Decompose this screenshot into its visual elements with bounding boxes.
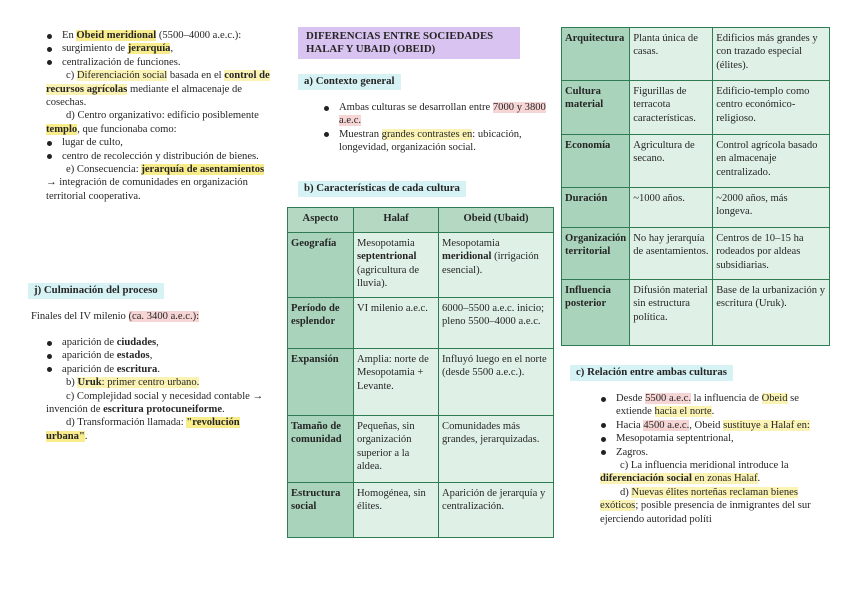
- table-row: [562, 188, 830, 228]
- column-header: Halaf: [354, 208, 439, 233]
- column-header: Obeid (Ubaid): [439, 208, 554, 233]
- section-heading: j) Culminación del proceso: [28, 283, 164, 299]
- list-item: d) Centro organizativo: edificio posiblemente templo, que funcionaba como:: [46, 110, 259, 135]
- table-row: [562, 81, 830, 135]
- page-title: DIFERENCIAS ENTRE SOCIEDADES HALAF Y UBAID (OBEID): [298, 27, 520, 59]
- table-cell: 6000–5500 a.e.c. inicio; pleno 5500–4000 a.e.c.: [439, 298, 554, 349]
- list-item: d) Transformación llamada: "revolución urbana".: [46, 417, 240, 442]
- table-cell: Centros de 10–15 ha rodeados por aldeas subsidiarias.: [713, 228, 830, 280]
- list-item: c) Complejidad social y necesidad contable → invención de escritura protocuneiforme.: [46, 390, 264, 416]
- row-header: Tamaño de comunidad: [288, 416, 354, 483]
- row-header: Expansión: [288, 349, 354, 416]
- table-row: [562, 135, 830, 188]
- row-header: Economía: [562, 135, 630, 188]
- section-b: [298, 181, 558, 197]
- table-header-row: [288, 208, 554, 233]
- list-item: surgimiento de jerarquía,: [46, 42, 272, 55]
- culminacion-block: [46, 336, 272, 443]
- table-row: [288, 416, 554, 483]
- row-header: Duración: [562, 188, 630, 228]
- section-a: [298, 74, 558, 90]
- list-item: b) Uruk: primer centro urbano.: [66, 377, 200, 389]
- table-cell: Pequeñas, sin organización superior a la aldea.: [354, 416, 439, 483]
- table-cell: Base de la urbanización y escritura (Uruk).: [713, 280, 830, 346]
- list-item: Mesopotamia septentrional,: [600, 432, 820, 445]
- row-header: Estructura social: [288, 483, 354, 538]
- list-item: lugar de culto,: [46, 136, 272, 149]
- table-row: [288, 349, 554, 416]
- middle-column: [298, 27, 558, 59]
- table-cell: Figurillas de terracota características.: [630, 81, 713, 135]
- section-heading: c) Relación entre ambas culturas: [570, 365, 733, 381]
- table-cell: Mesopotamia septentrional (agricultura de lluvia).: [354, 233, 439, 298]
- list-item: aparición de escritura.: [46, 363, 272, 376]
- row-header: Cultura material: [562, 81, 630, 135]
- table-row: [562, 228, 830, 280]
- table-cell: Edificios más grandes y con trazado especial (élites).: [713, 28, 830, 81]
- table-cell: ~1000 años.: [630, 188, 713, 228]
- list-item: centralización de funciones.: [46, 56, 272, 69]
- list-item: Muestran grandes contrastes en: ubicación, longevidad, organización social.: [323, 128, 549, 155]
- list-item: En Obeid meridional (5500–4000 a.e.c.):: [46, 29, 272, 42]
- section-heading: b) Características de cada cultura: [298, 181, 466, 197]
- relacion-block: [600, 392, 820, 526]
- list-item: centro de recolección y distribución de bienes.: [46, 150, 272, 163]
- row-header: Arquitectura: [562, 28, 630, 81]
- row-header: Influencia posterior: [562, 280, 630, 346]
- right-table-wrap: [561, 27, 830, 346]
- row-header: Período de esplendor: [288, 298, 354, 349]
- table-row: [288, 483, 554, 538]
- section-j: [28, 283, 272, 299]
- table-cell: Mesopotamia meridional (irrigación esencial).: [439, 233, 554, 298]
- section-c: [570, 365, 830, 381]
- table-row: [562, 28, 830, 81]
- table-cell: Aparición de jerarquía y centralización.: [439, 483, 554, 538]
- list-item: aparición de ciudades,: [46, 336, 272, 349]
- comparison-table-continued: [561, 27, 830, 346]
- list-item: Hacia 4500 a.e.c., Obeid sustituye a Halaf en:: [600, 419, 820, 432]
- row-header: Organización territorial: [562, 228, 630, 280]
- contexto-list: [323, 101, 549, 155]
- table-cell: Homogénea, sin élites.: [354, 483, 439, 538]
- table-cell: Amplia: norte de Mesopotamia + Levante.: [354, 349, 439, 416]
- list-item: Ambas culturas se desarrollan entre 7000 y 3800 a.e.c.: [323, 101, 549, 128]
- table-cell: Comunidades más grandes, jerarquizadas.: [439, 416, 554, 483]
- table-row: [288, 298, 554, 349]
- row-header: Geografía: [288, 233, 354, 298]
- table-cell: VI milenio a.e.c.: [354, 298, 439, 349]
- table-row: [562, 280, 830, 346]
- column-header: Aspecto: [288, 208, 354, 233]
- finales-line: Finales del IV milenio (ca. 3400 a.e.c.):: [31, 311, 200, 322]
- obeid-list: [46, 29, 272, 203]
- list-item: Desde 5500 a.e.c. la influencia de Obeid se extiende hacia el norte.: [600, 392, 820, 419]
- table-row: [288, 233, 554, 298]
- table-cell: Difusión material sin estructura política.: [630, 280, 713, 346]
- list-item: aparición de estados,: [46, 349, 272, 362]
- table-cell: Edificio-templo como centro económico-religioso.: [713, 81, 830, 135]
- section-heading: a) Contexto general: [298, 74, 401, 90]
- table-cell: Agricultura de secano.: [630, 135, 713, 188]
- table-cell: No hay jerarquía de asentamientos.: [630, 228, 713, 280]
- table-cell: Influyó luego en el norte (desde 5500 a.e.c.).: [439, 349, 554, 416]
- aparicion-list: [46, 336, 272, 443]
- table-cell: Control agrícola basado en almacenaje centralizado.: [713, 135, 830, 188]
- table-cell: Planta única de casas.: [630, 28, 713, 81]
- comparison-table-wrap: [287, 207, 554, 538]
- list-item: d) Nuevas élites norteñas reclaman bienes exóticos; posible presencia de inmigrantes del sur ejerciendo autoridad políti: [600, 486, 811, 525]
- left-column: [46, 29, 272, 203]
- list-item: e) Consecuencia: jerarquía de asentamientos → integración de comunidades en organización territorial cooperativa.: [46, 164, 265, 202]
- comparison-table: [287, 207, 554, 538]
- table-cell: ~2000 años, más longeva.: [713, 188, 830, 228]
- list-item: c) Diferenciación social basada en el control de recursos agrícolas mediante el almacenaje de cosechas.: [46, 70, 270, 109]
- list-item: c) La influencia meridional introduce la diferenciación social en zonas Halaf.: [600, 460, 789, 485]
- list-item: Zagros.: [600, 446, 820, 459]
